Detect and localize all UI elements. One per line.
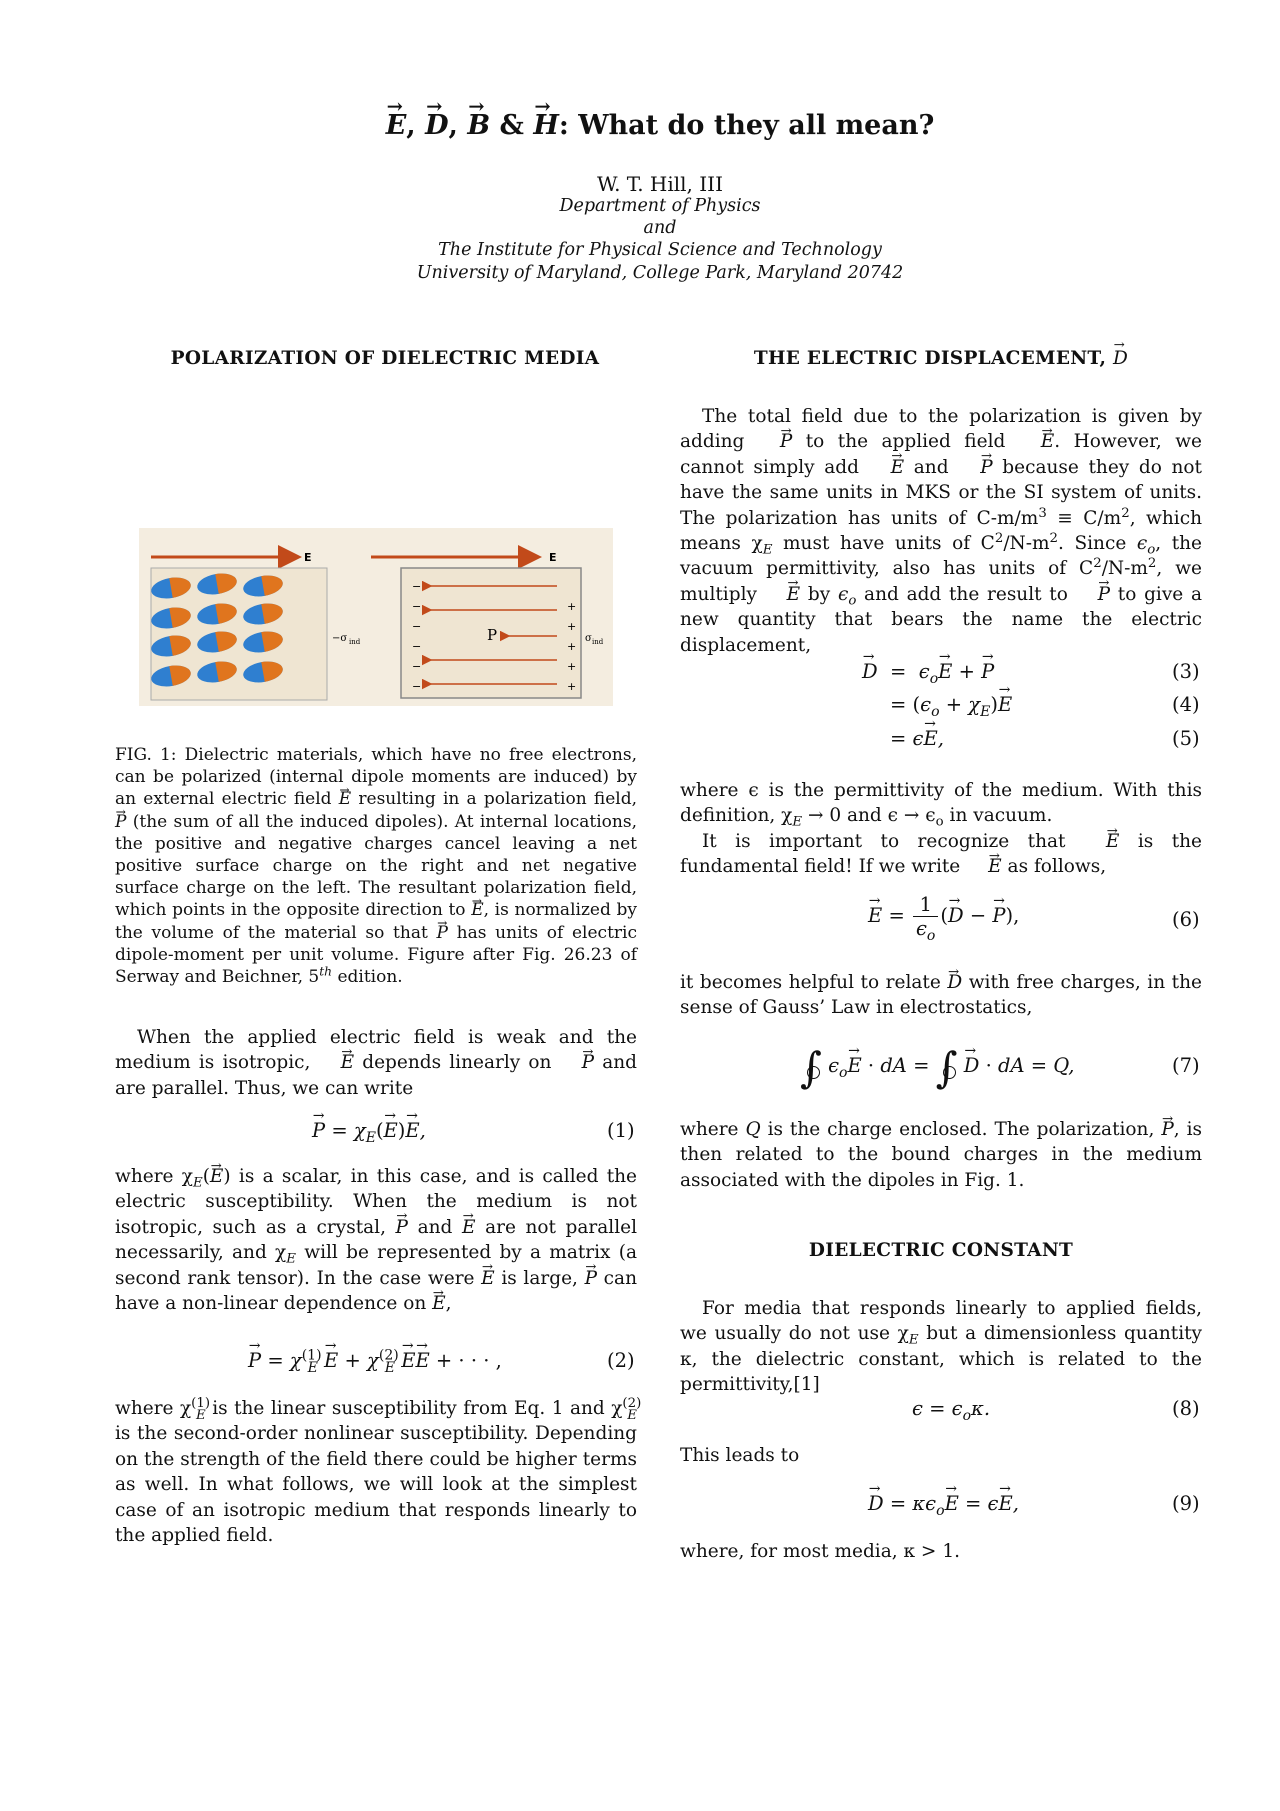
svg-text:−: − [412,640,422,653]
paragraph-susceptibility: where $\chi_E(\to E)$ is a scalar, in this case, and is called the electric susceptibility. When the medium is not isotropic, such as a crystal, → P and → E are not parallel necessarily, and $\chi_E$ will be represented by a matrix (a second rank tensor). In the case were → E is large, → P can have a non-linear dependence on → E, [115,1164,637,1316]
equation-7: ∫ $\epsilon_o\to E$ · dA = ∫ → D · dA = Q, [800,1043,1075,1092]
svg-text:−: − [412,680,422,693]
equation-3-number: (3) [1172,660,1200,683]
svg-text:+: + [567,660,577,673]
svg-text:−: − [412,660,422,673]
svg-text:−: − [412,620,422,633]
svg-text:+: + [567,600,577,613]
equation-1-number: (1) [607,1119,635,1142]
equation-5: = ϵ→ E, [890,727,944,750]
affiliation-line-2: and [643,218,677,238]
neg-sigma-sub: ind [349,638,361,646]
equation-7-number: (7) [1172,1054,1200,1077]
equation-4: = $(\epsilon_o + \chi_E)\to E$ [890,693,1012,716]
section-heading-dielectric-constant: DIELECTRIC CONSTANT [808,1240,1074,1261]
equation-2-number: (2) [607,1349,635,1372]
equation-8: $\epsilon = \epsilon_o\kappa$. [912,1397,991,1424]
affiliation-line-4: University of Maryland, College Park, Maryland 20742 [416,263,904,283]
svg-text:−: − [412,580,422,593]
paragraph-fundamental: It is important to recognize that → E is the fundamental field! If we write → E as follows, [680,829,1202,880]
field-label-left: E [304,551,312,564]
this-leads-to: This leads to [680,1445,800,1466]
paragraph-charge-enclosed: where Q is the charge enclosed. The polarization, → P, is then related to the bound charges in the medium associated with the dipoles in Fig. 1. [680,1117,1202,1193]
svg-text:+: + [567,640,577,653]
affiliation-line-3: The Institute for Physical Science and Technology [438,240,882,260]
affiliation-line-1: Department of Physics [559,196,761,216]
equation-6: → E = $\frac{1}{\epsilon_o}$ (→ D − → P), [868,893,1019,940]
svg-text:−: − [412,600,422,613]
svg-text:+: + [567,680,577,693]
paragraph-permittivity: where ϵ is the permittivity of the medium. With this definition, $\chi_E \to 0$ and $\epsilon \to \epsilon_o$ in vacuum. [680,780,1202,831]
pos-sigma-sub: ind [592,638,604,646]
figure-1-caption: FIG. 1: Dielectric materials, which have no free electrons, can be polarized (internal dipole moments are induced) by an external electric field → E resulting in a polarization field, → P (the sum of all the induced dipoles). At internal locations, the positive and negative charges cancel leaving a net positive surface charge on the right and net negative surface charge on the left. The resultant polarization field, which points in the opposite direction to → E, is normalized by the volume of the material so that → P has units of electric dipole-moment per unit volume. Figure after Fig. 26.23 of Serway and Beichner, 5th edition. [115,744,637,988]
equation-4-number: (4) [1172,693,1200,716]
contour-integral-icon: ∫ [935,1043,958,1092]
title-text: : What do they all mean? [558,110,935,141]
equation-1: → $P = \chi_E(\to E)\to E$, [312,1119,426,1142]
paragraph-isotropic: When the applied electric field is weak and the medium is isotropic, → E depends linearly on → P and are parallel. Thus, we can write [115,1025,637,1101]
heading-displacement-text: THE ELECTRIC DISPLACEMENT, [753,348,1113,369]
equation-9-number: (9) [1172,1492,1200,1515]
paragraph-gauss: it becomes helpful to relate → D with free charges, in the sense of Gauss’ Law in electrostatics, [680,970,1202,1021]
pos-sigma-label: σ [585,633,592,644]
equation-9: → $D = \kappa\epsilon_o\to E = \epsilon\to E$, [868,1492,1019,1515]
neg-sigma-label: −σ [332,633,348,644]
paper-title: → E, → D, → B & → H: What do they all mean? [0,110,1280,141]
section-heading-polarization: POLARIZATION OF DIELECTRIC MEDIA [170,348,600,369]
paragraph-kappa: where, for most media, κ > 1. [680,1541,960,1562]
equation-6-number: (6) [1172,908,1200,931]
equation-5-number: (5) [1172,727,1200,750]
polarization-label: P [487,626,498,644]
contour-integral-icon: ∫ [800,1043,822,1092]
author: W. T. Hill, III [597,172,723,196]
equation-8-number: (8) [1172,1397,1200,1420]
field-label-right: E [549,551,557,564]
svg-text:+: + [567,620,577,633]
figure-1 [139,528,613,706]
equation-2: → $P = \chi^{(1)}_E \to E + \chi^{(2)}_E \to E\to E$ + · · · , [248,1349,502,1372]
section-heading-displacement: THE ELECTRIC DISPLACEMENT, → D [680,348,1202,369]
paragraph-displacement: The total field due to the polarization is given by adding → P to the applied field → E. However, we cannot simply add → E and → P because they do not have the same units in MKS or the SI system of units. The polarization has units of $C-m/m^3 \equiv C/m^2$, which means $\chi_E$ must have units of $C^2/N-m^2$. Since $\epsilon_o$, the vacuum permittivity, also has units of $C^2/N-m^2$, we multiply → E by $\epsilon_o$ and add the result to → P to give a new quantity that bears the name the electric displacement, [680,404,1202,658]
figure-1-illustration [139,528,613,706]
equation-3: → $D = \epsilon_o\to E$ + → P [862,660,994,683]
paragraph-nonlinear: where $\chi^{(1)}_E$ is the linear susceptibility from Eq. 1 and $\chi^{(2)}_E$ is the second-order nonlinear susceptibility. Depending on the strength of the field there could be higher terms as well. In what follows, we will look at the simplest case of an isotropic medium that responds linearly to the applied field. [115,1395,642,1547]
paragraph-dielectric-constant: For media that responds linearly to applied fields, we usually do not use $\chi_E$ but a dimensionless quantity κ, the dielectric constant, which is related to the permittivity,[1] [680,1298,1202,1396]
